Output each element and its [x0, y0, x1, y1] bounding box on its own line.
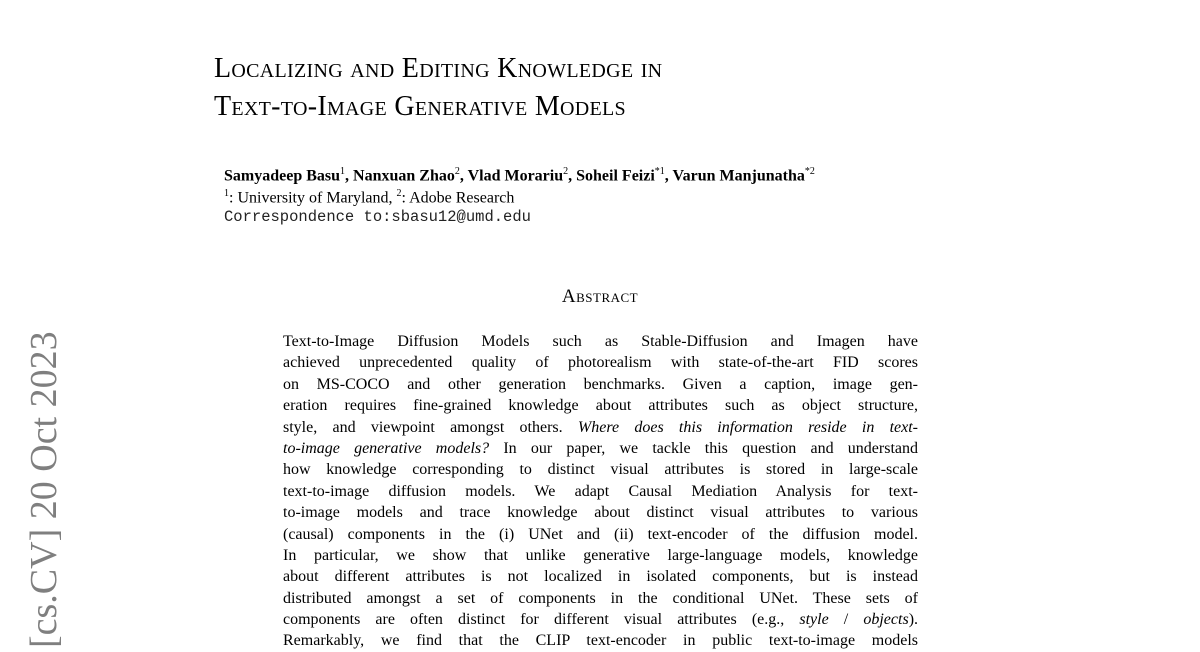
author-name: Varun Manjunatha	[672, 167, 805, 185]
author-affiliation-mark: *2	[804, 166, 815, 177]
abstract-line: components are often distinct for different visual attributes (e.g., style / objects).	[283, 611, 919, 629]
title-line-1: Localizing and Editing Knowledge in	[214, 53, 663, 84]
author-affiliation-mark: 2	[454, 166, 460, 177]
abstract-emphasis: to-image generative models?	[283, 439, 490, 457]
abstract-emphasis: Where does this information reside in text-	[577, 418, 919, 436]
abstract-line: distributed amongst a set of components in the conditional UNet. These sets of	[283, 589, 918, 607]
abstract-line: to-image generative models? In our paper, we tackle this question and understand	[283, 439, 918, 457]
abstract-heading: Abstract	[561, 286, 639, 307]
abstract-line: eration requires fine-grained knowledge about attributes such as object structure,	[283, 397, 918, 415]
author-list: Samyadeep Basu$^1$, Nanxuan Zhao$^2$, Vlad Morariu$^2$, Soheil Feizi$^{*1}$, Varun Manjunatha$^{*2}$	[224, 166, 815, 185]
affiliations	[224, 184, 514, 208]
abstract-line: style, and viewpoint amongst others. Where does this information reside in text-	[283, 418, 919, 436]
arxiv-identifier-stamp: [cs.CV] 20 Oct 2023	[23, 331, 65, 648]
author-affiliation-mark: 1	[340, 166, 346, 177]
author-affiliation-mark: *1	[654, 166, 665, 177]
abstract-line: Remarkably, we find that the CLIP text-encoder in public text-to-image models	[283, 632, 918, 650]
correspondence-email: Correspondence to:sbasu12@umd.edu	[224, 208, 531, 226]
affiliation-1: : University of Maryland,	[229, 189, 397, 207]
abstract-line: to-image models and trace knowledge about distinct visual attributes to various	[283, 504, 918, 522]
paper-title	[214, 50, 662, 126]
abstract-emphasis: objects	[863, 611, 909, 629]
abstract-line: achieved unprecedented quality of photorealism with state-of-the-art FID scores	[283, 354, 918, 372]
abstract-line: Text-to-Image Diffusion Models such as Stable-Diffusion and Imagen have	[283, 333, 918, 350]
author-affiliation-mark: 2	[563, 166, 569, 177]
abstract-line: (causal) components in the (i) UNet and (ii) text-encoder of the diffusion model.	[283, 525, 918, 543]
abstract-line: In particular, we show that unlike generative large-language models, knowledge	[283, 546, 918, 564]
abstract-line: text-to-image diffusion models. We adapt Causal Mediation Analysis for text-	[283, 482, 918, 500]
author-name: Samyadeep Basu	[224, 167, 341, 185]
affiliation-2: : Adobe Research	[401, 189, 515, 207]
author-name: Nanxuan Zhao	[353, 167, 455, 185]
author-name: Soheil Feizi	[576, 167, 655, 185]
abstract-body	[283, 331, 918, 652]
affiliation-mark: 1	[224, 188, 229, 199]
abstract-line: about different attributes is not localized in isolated components, but is instead	[283, 568, 918, 586]
abstract-line: how knowledge corresponding to distinct visual attributes is stored in large-scale	[283, 461, 918, 479]
abstract-emphasis: style	[799, 611, 829, 629]
title-line-2: Text-to-Image Generative Models	[214, 91, 626, 122]
affiliation-mark: 2	[396, 188, 402, 199]
author-name: Vlad Morariu	[467, 167, 564, 185]
abstract-line: on MS-COCO and other generation benchmarks. Given a caption, image gen-	[283, 375, 918, 393]
